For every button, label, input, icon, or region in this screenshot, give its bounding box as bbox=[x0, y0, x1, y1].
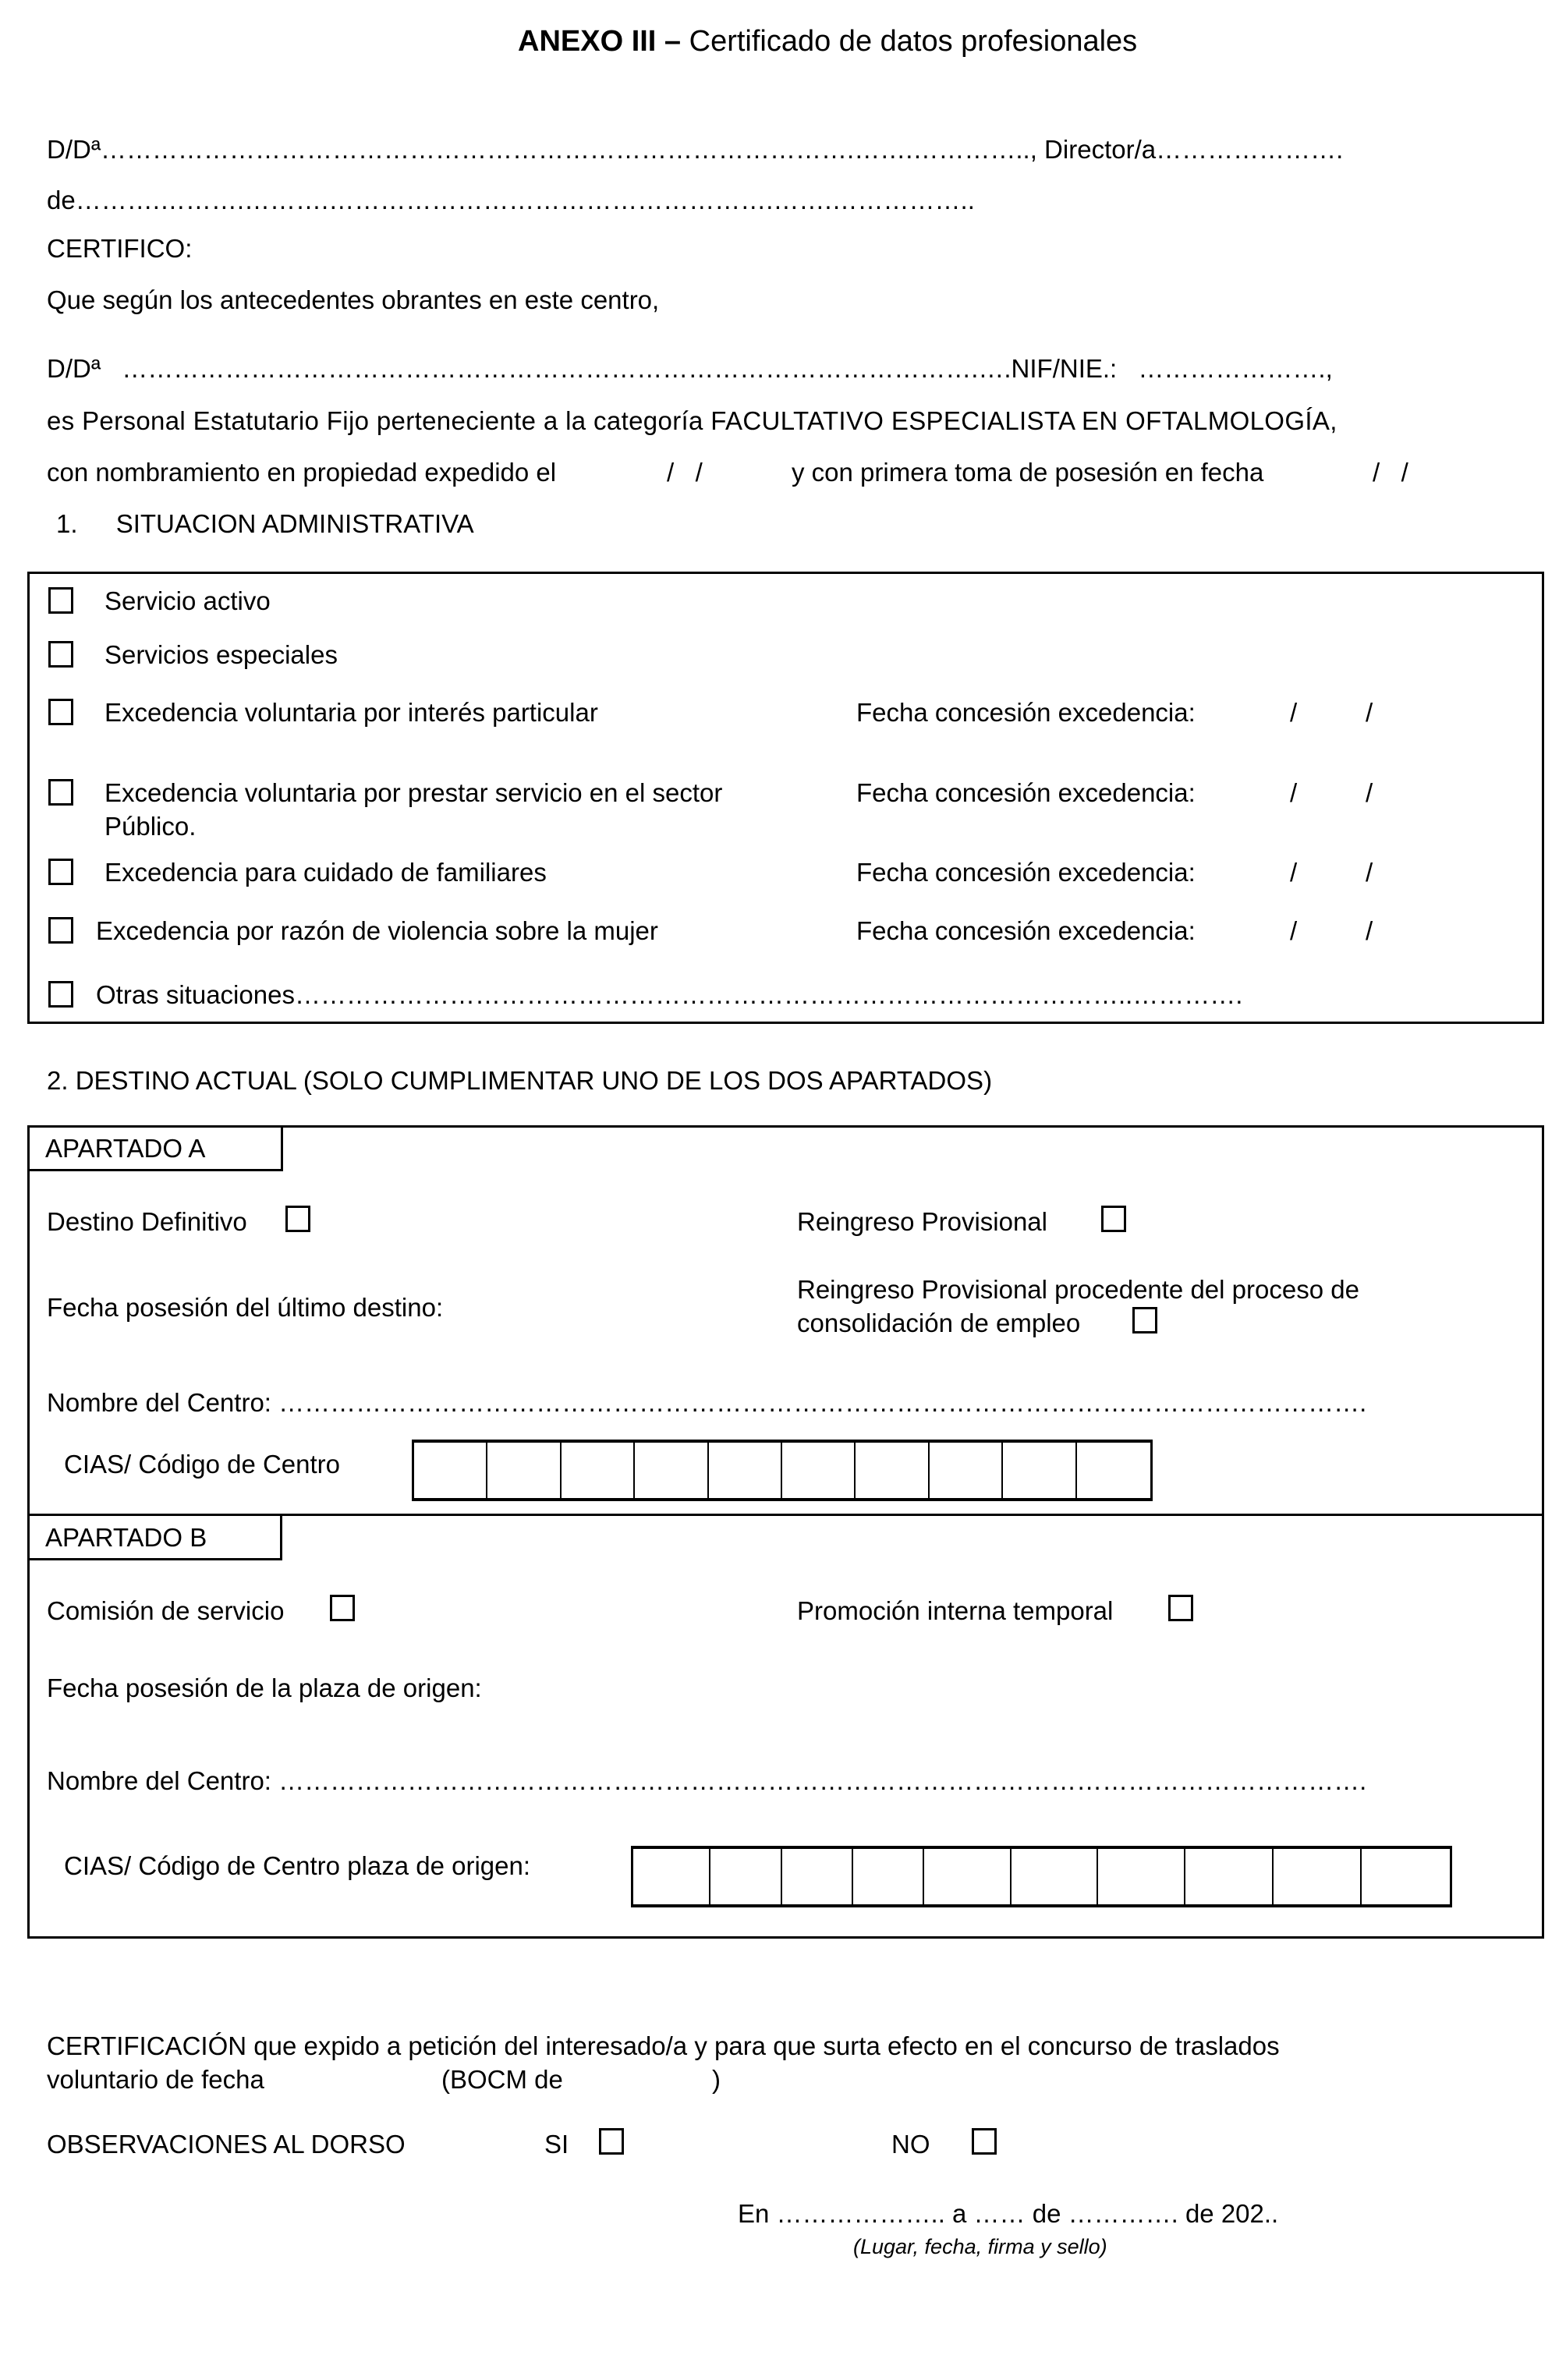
cias-a-cell[interactable] bbox=[930, 1443, 1003, 1498]
lugar-fecha-line[interactable]: En ……………….. a …… de …………. de 202.. bbox=[738, 2199, 1279, 2228]
appointment-date-field[interactable]: / / bbox=[667, 458, 703, 487]
fecha-concesion-sep[interactable]: / bbox=[1290, 698, 1298, 727]
cias-b-cell[interactable] bbox=[1274, 1849, 1362, 1904]
bocm-label: (BOCM de bbox=[441, 2065, 563, 2094]
observaciones-no-label: NO bbox=[891, 2130, 930, 2159]
apartado-a-label: APARTADO A bbox=[45, 1134, 206, 1163]
fecha-concesion-sep[interactable]: / bbox=[1290, 858, 1298, 887]
apartado-b-label: APARTADO B bbox=[45, 1523, 207, 1552]
employee-name-label: D/Dª bbox=[47, 354, 101, 383]
destino-definitivo-label: Destino Definitivo bbox=[47, 1207, 247, 1236]
fecha-concesion-sep[interactable]: / bbox=[1366, 916, 1373, 945]
employee-line bbox=[47, 356, 1333, 381]
possession-text: y con primera toma de posesión en fecha bbox=[792, 458, 1264, 487]
reingreso-provisional-label: Reingreso Provisional bbox=[797, 1207, 1047, 1236]
fecha-concesion-sep[interactable]: / bbox=[1290, 916, 1298, 945]
fecha-posesion-ultimo-destino: Fecha posesión del último destino: bbox=[47, 1293, 444, 1322]
option-excedencia-cuidado-familiares: Excedencia para cuidado de familiares bbox=[105, 858, 547, 887]
nombre-centro-b[interactable]: Nombre del Centro: ………………………………………………………………………………………………………………. bbox=[47, 1766, 1367, 1795]
cias-b-cell[interactable] bbox=[1362, 1849, 1450, 1904]
fecha-concesion-label: Fecha concesión excedencia: bbox=[856, 698, 1196, 727]
checkbox-promocion-interna[interactable] bbox=[1168, 1595, 1193, 1621]
cias-b-cell[interactable] bbox=[1185, 1849, 1274, 1904]
option-excedencia-sector-publico: Excedencia voluntaria por prestar servicio en el sector bbox=[105, 778, 723, 807]
director-role-field[interactable]: …………………. bbox=[1156, 135, 1344, 164]
certificacion-line1: CERTIFICACIÓN que expido a petición del interesado/a y para que surta efecto en el concurso de traslados bbox=[47, 2031, 1280, 2060]
cias-a-grid bbox=[412, 1440, 1153, 1501]
director-name-label: D/Dª bbox=[47, 135, 101, 164]
fecha-concesion-label: Fecha concesión excedencia: bbox=[856, 778, 1196, 807]
cias-a-cell[interactable] bbox=[856, 1443, 929, 1498]
lugar-fecha-caption: (Lugar, fecha, firma y sello) bbox=[853, 2235, 1107, 2258]
option-excedencia-interes: Excedencia voluntaria por interés particular bbox=[105, 698, 598, 727]
section2-heading: 2. DESTINO ACTUAL (SOLO CUMPLIMENTAR UNO DE LOS DOS APARTADOS) bbox=[47, 1066, 993, 1095]
checkbox-otras-situaciones[interactable] bbox=[48, 981, 73, 1008]
comision-servicio-label: Comisión de servicio bbox=[47, 1596, 285, 1625]
checkbox-excedencia-interes[interactable] bbox=[48, 699, 73, 725]
fecha-concesion-sep[interactable]: / bbox=[1366, 778, 1373, 807]
cias-b-cell[interactable] bbox=[853, 1849, 924, 1904]
cias-a-cell[interactable] bbox=[487, 1443, 561, 1498]
checkbox-excedencia-cuidado-familiares[interactable] bbox=[48, 859, 73, 885]
employee-nif-field[interactable]: …………………., bbox=[1138, 354, 1333, 383]
option-servicios-especiales: Servicios especiales bbox=[105, 640, 338, 669]
certificacion-line2 bbox=[47, 2067, 827, 2092]
checkbox-observaciones-si[interactable] bbox=[599, 2128, 624, 2155]
checkbox-destino-definitivo[interactable] bbox=[285, 1206, 310, 1232]
checkbox-comision-servicio[interactable] bbox=[330, 1595, 355, 1621]
employee-name-field[interactable]: ……………………………………………………………………………………….….NIF/NIE.: bbox=[122, 354, 1118, 383]
category-line: es Personal Estatutario Fijo perteneciente a la categoría FACULTATIVO ESPECIALISTA EN OFTALMOLOGÍA, bbox=[47, 406, 1337, 435]
page-title bbox=[518, 27, 1137, 56]
voluntario-fecha-label: voluntario de fecha bbox=[47, 2065, 264, 2094]
fecha-concesion-sep[interactable]: / bbox=[1366, 858, 1373, 887]
cias-a-cell[interactable] bbox=[1077, 1443, 1150, 1498]
title-annex: ANEXO III – bbox=[518, 25, 682, 58]
option-otras-situaciones[interactable]: Otras situaciones……………………………………………………………………………………..…………. bbox=[96, 980, 1243, 1009]
reingreso-procedente-line1: Reingreso Provisional procedente del proceso de bbox=[797, 1275, 1359, 1304]
cias-a-cell[interactable] bbox=[709, 1443, 782, 1498]
checkbox-servicio-activo[interactable] bbox=[48, 587, 73, 614]
cias-b-cell[interactable] bbox=[633, 1849, 710, 1904]
director-line bbox=[47, 136, 1343, 162]
fecha-concesion-sep[interactable]: / bbox=[1366, 698, 1373, 727]
section1-number: 1. bbox=[56, 509, 78, 538]
title-subtitle: Certificado de datos profesionales bbox=[681, 25, 1138, 58]
checkbox-servicios-especiales[interactable] bbox=[48, 641, 73, 668]
cias-a-cell[interactable] bbox=[562, 1443, 635, 1498]
cias-a-label: CIAS/ Código de Centro bbox=[64, 1450, 341, 1479]
checkbox-excedencia-violencia[interactable] bbox=[48, 917, 73, 944]
fecha-concesion-sep[interactable]: / bbox=[1290, 778, 1298, 807]
reingreso-procedente-line2: consolidación de empleo bbox=[797, 1309, 1081, 1337]
option-servicio-activo: Servicio activo bbox=[105, 586, 271, 615]
bocm-close: ) bbox=[712, 2065, 721, 2094]
promocion-interna-label: Promoción interna temporal bbox=[797, 1596, 1114, 1625]
fecha-posesion-plaza-origen: Fecha posesión de la plaza de origen: bbox=[47, 1673, 482, 1702]
section1-title: SITUACION ADMINISTRATIVA bbox=[115, 509, 474, 538]
cias-a-cell[interactable] bbox=[1003, 1443, 1076, 1498]
cias-b-cell[interactable] bbox=[1098, 1849, 1185, 1904]
observaciones-si-label: SI bbox=[544, 2130, 569, 2159]
fecha-concesion-label: Fecha concesión excedencia: bbox=[856, 916, 1196, 945]
director-role-label: Director/a bbox=[1036, 135, 1157, 164]
cias-a-cell[interactable] bbox=[782, 1443, 856, 1498]
possession-date-field[interactable]: / / bbox=[1373, 458, 1408, 487]
cias-b-cell[interactable] bbox=[782, 1849, 853, 1904]
que-segun-text: Que según los antecedentes obrantes en este centro, bbox=[47, 285, 660, 314]
cias-b-grid bbox=[631, 1846, 1452, 1907]
nombre-centro-a[interactable]: Nombre del Centro: ………………………………………………………………………………………………………………. bbox=[47, 1388, 1367, 1417]
checkbox-observaciones-no[interactable] bbox=[972, 2128, 997, 2155]
section1-heading bbox=[56, 511, 474, 537]
certifico-heading: CERTIFICO: bbox=[47, 234, 193, 263]
checkbox-reingreso-procedente[interactable] bbox=[1132, 1307, 1157, 1333]
apartado-a-tab bbox=[28, 1126, 283, 1171]
appointment-text: con nombramiento en propiedad expedido el bbox=[47, 458, 557, 487]
apartado-b-tab bbox=[28, 1515, 282, 1560]
cias-b-cell[interactable] bbox=[924, 1849, 1012, 1904]
director-name-field[interactable]: …………………………………………………………………………….…….………….., bbox=[101, 135, 1037, 164]
option-excedencia-violencia: Excedencia por razón de violencia sobre la mujer bbox=[96, 916, 658, 945]
cias-b-cell[interactable] bbox=[1012, 1849, 1098, 1904]
observaciones-label: OBSERVACIONES AL DORSO bbox=[47, 2130, 406, 2159]
cias-b-cell[interactable] bbox=[710, 1849, 781, 1904]
cias-b-label: CIAS/ Código de Centro plaza de origen: bbox=[64, 1851, 531, 1880]
centre-line[interactable]: de……….……….……….…………………………………………….…….…………….. bbox=[47, 186, 975, 214]
checkbox-reingreso-provisional[interactable] bbox=[1101, 1206, 1126, 1232]
cias-a-cell[interactable] bbox=[635, 1443, 708, 1498]
fecha-concesion-label: Fecha concesión excedencia: bbox=[856, 858, 1196, 887]
option-excedencia-sector-publico-line2: Público. bbox=[105, 812, 197, 841]
appointment-line bbox=[47, 459, 1529, 485]
checkbox-excedencia-sector-publico[interactable] bbox=[48, 779, 73, 806]
cias-a-cell[interactable] bbox=[414, 1443, 487, 1498]
